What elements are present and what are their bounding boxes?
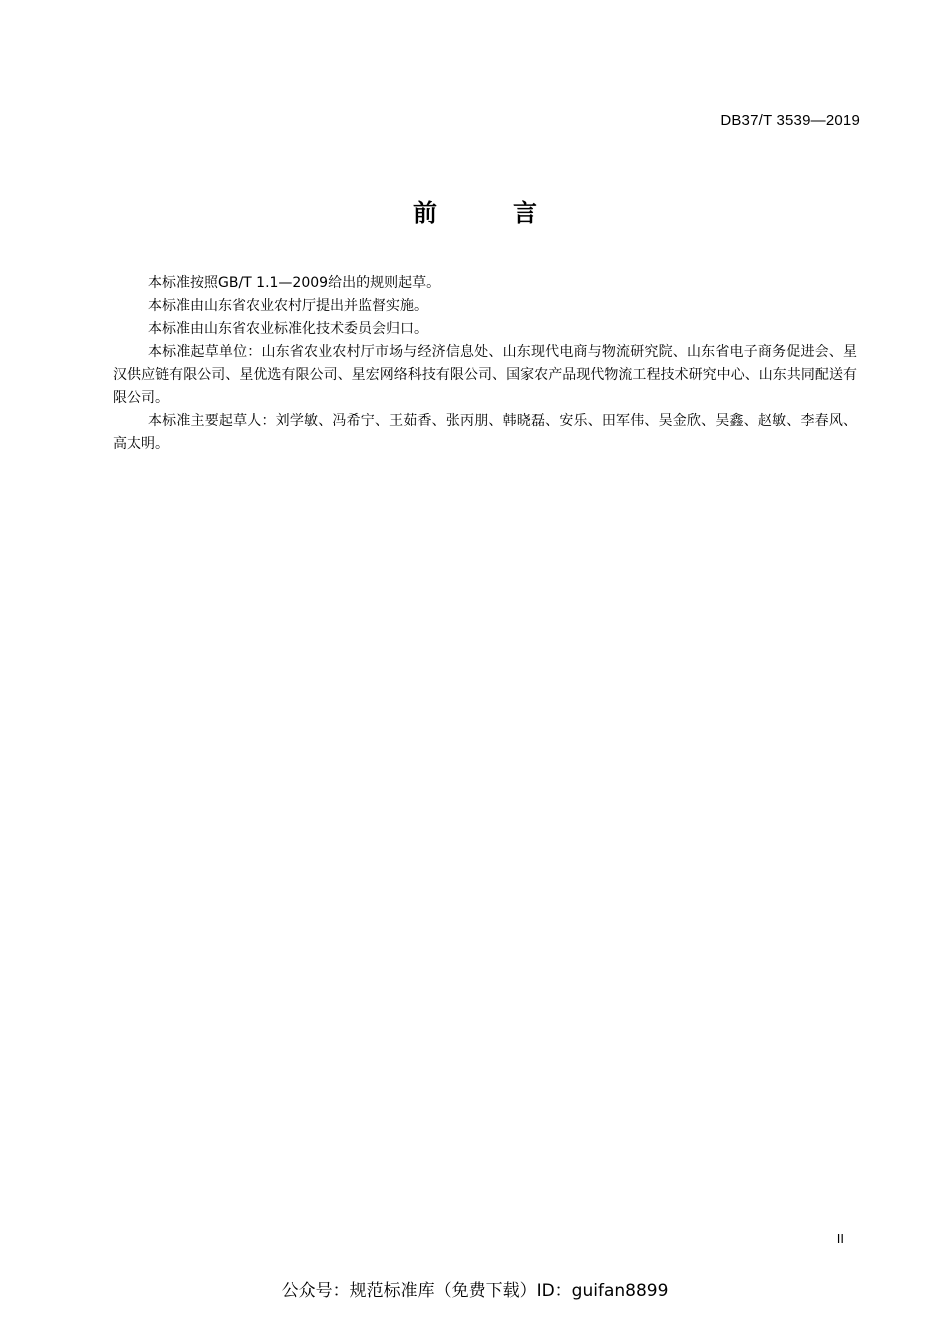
footer-watermark-text: 公众号：规范标准库（免费下载）ID：guifan8899: [281, 1281, 669, 1301]
paragraph-drafters: 本标准主要起草人：刘学敏、冯希宁、王茹香、张丙朋、韩晓磊、安乐、田军伟、吴金欣、吴鑫、赵敏、李春风、高太明。: [113, 413, 857, 452]
section-title: 前 言: [413, 199, 563, 227]
paragraph-proposer: 本标准由山东省农业农村厅提出并监督实施。: [148, 298, 428, 314]
foreword-body: [113, 272, 857, 456]
paragraph-technical-committee: 本标准由山东省农业标准化技术委员会归口。: [148, 321, 428, 337]
standard-code: DB37/T 3539—2019: [720, 112, 860, 129]
paragraph-drafting-units: 本标准起草单位：山东省农业农村厅市场与经济信息处、山东现代电商与物流研究院、山东省电子商务促进会、星汉供应链有限公司、星优选有限公司、星宏网络科技有限公司、国家农产品现代物流工程技术研究中心、山东共同配送有限公司。: [113, 344, 857, 406]
page-number: II: [836, 1231, 844, 1246]
paragraph-drafting-rules: 本标准按照GB/T 1.1—2009给出的规则起草。: [148, 275, 441, 291]
